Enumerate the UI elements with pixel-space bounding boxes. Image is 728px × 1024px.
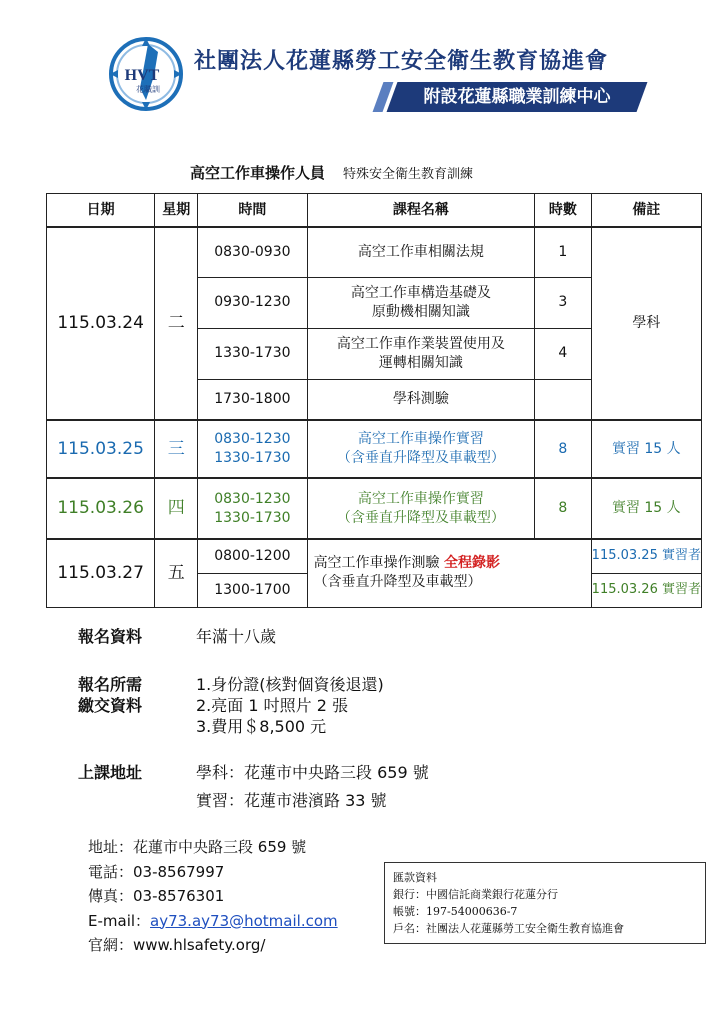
day2-hours: 8: [535, 420, 592, 478]
day4-note-2: 115.03.26 實習者: [591, 573, 701, 607]
table-header-row: [47, 194, 702, 228]
day1-date: 115.03.24: [47, 227, 155, 420]
email-link[interactable]: ay73.ay73@hotmail.com: [150, 911, 338, 930]
table-row: [47, 478, 702, 539]
contact-phone: 電話：03-8567997: [88, 862, 225, 881]
address-theory: 學科：花蓮市中央路三段 659 號: [196, 763, 429, 782]
requirement-value: 年滿十八歲: [196, 627, 277, 646]
header-note: 備註: [591, 194, 701, 228]
org-subtitle-band: [392, 82, 642, 112]
day1-course-4: 學科測驗: [307, 379, 535, 420]
table-row: [47, 227, 702, 277]
org-subtitle: 附設花蓮縣職業訓練中心: [423, 87, 611, 107]
day3-course: 高空工作車操作實習 （含垂直升降型及車載型）: [307, 478, 535, 539]
day1-course-2: 高空工作車構造基礎及 原動機相關知識: [307, 277, 535, 328]
day1-hours-1: 1: [535, 227, 592, 277]
course-category: 特殊安全衛生教育訓練: [343, 167, 474, 182]
hvt-logo: [108, 36, 184, 112]
table-row: [47, 539, 702, 573]
bank-info-box: [384, 862, 706, 944]
day2-note: 實習 15 人: [591, 420, 701, 478]
document-item: 2.亮面 1 吋照片 2 張: [196, 696, 348, 715]
day2-time: 0830-1230 1330-1730: [198, 420, 307, 478]
day4-time-1: 0800-1200: [198, 539, 307, 573]
address-label: 上課地址: [78, 763, 143, 782]
day1-time-3: 1330-1730: [198, 328, 307, 379]
course-title: [190, 162, 473, 183]
documents-label-1: 報名所需: [78, 675, 143, 694]
day4-note-1: 115.03.25 實習者: [591, 539, 701, 573]
document-item: 3.費用＄8,500 元: [196, 717, 327, 736]
day3-hours: 8: [535, 478, 592, 539]
day4-weekday: 五: [155, 539, 198, 607]
header: [108, 36, 668, 116]
day2-date: 115.03.25: [47, 420, 155, 478]
recording-tag: 全程錄影: [444, 555, 501, 572]
day1-course-1: 高空工作車相關法規: [307, 227, 535, 277]
day1-hours-3: 4: [535, 328, 592, 379]
documents-label-2: 繳交資料: [78, 696, 143, 715]
day3-date: 115.03.26: [47, 478, 155, 539]
contact-info: [88, 836, 338, 959]
day4-time-2: 1300-1700: [198, 573, 307, 607]
document-item: 1.身份證(核對個資後退還): [196, 675, 384, 694]
day1-time-1: 0830-0930: [198, 227, 307, 277]
day3-weekday: 四: [155, 478, 198, 539]
bank-name: 銀行：中國信託商業銀行花蓮分行: [393, 888, 558, 901]
bank-title: 匯款資料: [393, 871, 437, 884]
org-name: 社團法人花蓮縣勞工安全衛生教育協進會: [194, 49, 609, 74]
day3-note: 實習 15 人: [591, 478, 701, 539]
day1-weekday: 二: [155, 227, 198, 420]
day1-hours-4: [535, 379, 592, 420]
schedule-table: [46, 193, 702, 608]
day1-course-3: 高空工作車作業裝置使用及 運轉相關知識: [307, 328, 535, 379]
day4-date: 115.03.27: [47, 539, 155, 607]
day1-note: 學科: [591, 227, 701, 420]
day1-hours-2: 3: [535, 277, 592, 328]
day1-time-2: 0930-1230: [198, 277, 307, 328]
table-row: [47, 420, 702, 478]
bank-holder: 戶名：社團法人花蓮縣勞工安全衛生教育協進會: [393, 922, 624, 935]
course-name: 高空工作車操作人員: [190, 164, 326, 182]
contact-fax: 傳真：03-8576301: [88, 887, 225, 905]
day2-course: 高空工作車操作實習 （含垂直升降型及車載型）: [307, 420, 535, 478]
day2-weekday: 三: [155, 420, 198, 478]
logo-text: HVT: [124, 67, 160, 84]
header-weekday: 星期: [155, 194, 198, 228]
header-time: 時間: [198, 194, 307, 228]
address-practice: 實習：花蓮市港濱路 33 號: [196, 791, 387, 810]
bank-account: 帳號：197-54000636-7: [393, 905, 518, 918]
day3-time: 0830-1230 1330-1730: [198, 478, 307, 539]
contact-address: 地址：花蓮市中央路三段 659 號: [88, 838, 307, 856]
logo-subtext: 花職訓: [136, 85, 160, 94]
day1-time-4: 1730-1800: [198, 379, 307, 420]
header-hours: 時數: [535, 194, 592, 228]
requirement-label: 報名資料: [78, 627, 143, 646]
header-date: 日期: [47, 194, 155, 228]
contact-website[interactable]: 官網：www.hlsafety.org/: [88, 936, 266, 954]
day4-course: 高空工作車操作測驗 全程錄影 （含垂直升降型及車載型）: [307, 539, 591, 607]
email-label: E-mail：: [88, 911, 151, 930]
contact-email-row: [88, 910, 338, 935]
header-course: 課程名稱: [307, 194, 535, 228]
